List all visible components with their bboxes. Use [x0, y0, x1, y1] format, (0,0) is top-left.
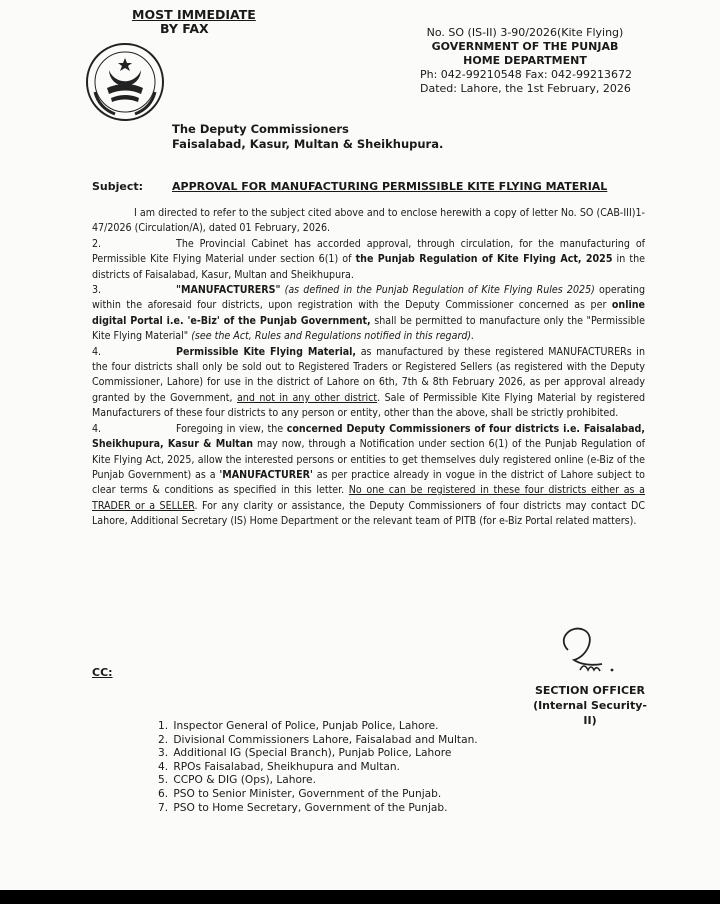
list-item: 6. PSO to Senior Minister, Government of the Punjab.	[158, 787, 442, 800]
addressee-line-1: The Deputy Commissioners	[172, 122, 349, 136]
addressee	[172, 122, 443, 152]
punjab-government-crest-icon	[85, 42, 165, 122]
paragraph-4-number: 4.	[92, 345, 102, 358]
list-item: 2. Divisional Commissioners Lahore, Faisalabad and Multan.	[158, 733, 478, 746]
subject-label: Subject:	[92, 180, 144, 193]
letter-header	[420, 26, 630, 96]
signature-icon	[550, 620, 630, 680]
urgency-line-2: BY FAX	[160, 21, 209, 36]
paragraph-1-text: I am directed to refer to the subject cited above and to enclose herewith a copy of letter No. SO (CAB-III)1-47/2026 (Circulation/A), dated 01 February, 2026.	[92, 207, 645, 235]
list-item: 7. PSO to Home Secretary, Government of the Punjab.	[158, 801, 448, 814]
contact-numbers: Ph: 042-99210548 Fax: 042-99213672	[420, 68, 632, 81]
paragraph-3: 3. "MANUFACTURERS" (as defined in the Punjab Regulation of Kite Flying Rules 2025) operating within the aforesaid four districts, upon registration with the Deputy Commissioner concerned as per online digital Portal i.e. 'e-Biz' of the Punjab Government, shall be permitted to manufacture only the "Permissible Kite Flying Material" (see the Act, Rules and Regulations notified in this regard).	[92, 284, 645, 343]
addressee-line-2: Faisalabad, Kasur, Multan & Sheikhupura.	[172, 137, 444, 151]
paragraph-5: 4. Foregoing in view, the concerned Deputy Commissioners of four districts i.e. Faisalabad, Sheikhupura, Kasur & Multan may now, through a Notification under section 6(1) of the Punjab Regulation of Kite Flying Act, 2025, allow the interested persons or entities to get themselves duly registered online (e-Biz of the Punjab Government) as a 'MANUFACTURER' as per practice already in vogue in the district of Lahore subject to clear terms & conditions as specified in this letter. No one can be registered in these four districts either as a TRADER or a SELLER. For any clarity or assistance, the Deputy Commissioners of four districts may contact DC Lahore, Additional Secretary (IS) Home Department or the relevant team of PITB (for e-Biz Portal related matters).	[92, 422, 645, 528]
paragraph-2-number: 2.	[92, 237, 102, 250]
officer-unit: (Internal Security-II)	[533, 699, 647, 727]
government-name: GOVERNMENT OF THE PUNJAB	[431, 40, 619, 53]
subject-text: APPROVAL FOR MANUFACTURING PERMISSIBLE KITE FLYING MATERIAL	[172, 180, 608, 193]
signatory	[528, 683, 652, 728]
list-item: 3. Additional IG (Special Branch), Punjab Police, Lahore	[158, 747, 452, 760]
paragraph-3-number: 3.	[92, 284, 102, 297]
paragraph-4: 4. Permissible Kite Flying Material, as manufactured by these registered MANUFACTURERs in the four districts shall only be sold out to Registered Traders or Registered Sellers (as registered with the Deputy Commissioner, Lahore) for use in the district of Lahore on 6th, 7th & 8th February 2026, as per approval already granted by the Government, and not in any other district. Sale of Permissible Kite Flying Material by registered Manufacturers of these four districts to any person or entity, other than the above, shall be strictly prohibited.	[92, 345, 646, 420]
officer-title: SECTION OFFICER	[534, 684, 646, 697]
urgency-line-1: MOST IMMEDIATE	[132, 7, 256, 22]
paragraph-5-number: 4.	[92, 422, 102, 435]
letter-date: Dated: Lahore, the 1st February, 2026	[420, 82, 631, 95]
list-item: 1. Inspector General of Police, Punjab Police, Lahore.	[158, 720, 439, 732]
letter-body	[92, 206, 645, 530]
cc-list	[158, 720, 478, 815]
bottom-black-bar	[0, 890, 720, 904]
subject-line	[92, 180, 607, 193]
cc-label: CC:	[92, 666, 113, 679]
paragraph-1	[92, 206, 645, 237]
paragraph-2: 2. The Provincial Cabinet has accorded approval, through circulation, for the manufacturing of Permissible Kite Flying Material under section 6(1) of the Punjab Regulation of Kite Flying Act, 2025 in the districts of Faisalabad, Kasur, Multan and Sheikhupura.	[92, 237, 645, 281]
list-item: 4. RPOs Faisalabad, Sheikhupura and Multan.	[158, 760, 400, 773]
letter-number: No. SO (IS-II) 3-90/2026(Kite Flying)	[426, 26, 624, 39]
urgency-marking	[132, 8, 256, 36]
list-item: 5. CCPO & DIG (Ops), Lahore.	[158, 774, 316, 787]
department-name: HOME DEPARTMENT	[463, 54, 587, 67]
